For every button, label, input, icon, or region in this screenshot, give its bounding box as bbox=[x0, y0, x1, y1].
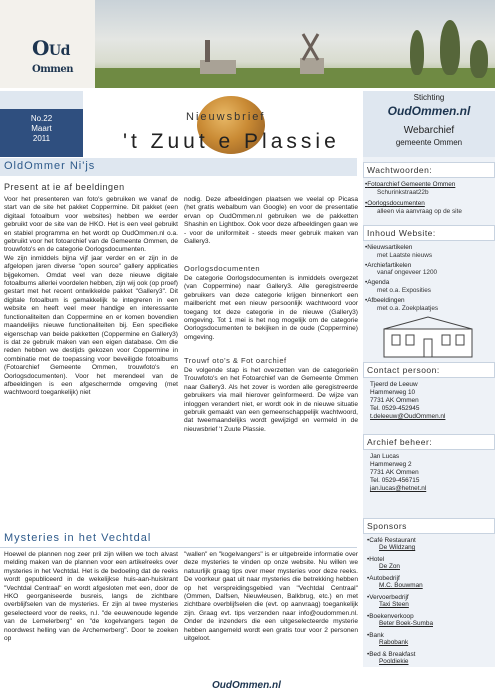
sponsor-link[interactable]: Beter Boek-Sumba bbox=[379, 620, 433, 627]
tree bbox=[470, 40, 488, 78]
content-item-title[interactable]: • Agenda bbox=[365, 279, 438, 287]
content-list bbox=[365, 244, 438, 312]
sponsor-item bbox=[367, 632, 408, 646]
building bbox=[200, 60, 236, 74]
sponsor-type: • Bed & Breakfast bbox=[367, 651, 415, 658]
sponsor-type: • Boekenverkoop bbox=[367, 613, 414, 620]
article1-col2b: De categorie Oorlogsdocumenten is inmiddels overgezet (van Coppermine) naar Gallery3. Alle geregistreerde gebruikers van deze categorie krijgen binnenkort een mailbericht met een nieuw persoonlijk wachtwoord voor toegang tot deze categorie in de nieuwe (Gallery3) omgeving. Tot 1 mei is het nog mogelijk om de categorie Oorlogsdocumenten te bekijken in de oude (Coppermine) omgeving. bbox=[184, 275, 358, 341]
content-item-sub: met o.a. Exposities bbox=[377, 286, 431, 294]
content-item-sub: vanaf ongeveer 1200 bbox=[377, 269, 438, 277]
sponsor-item bbox=[367, 651, 415, 665]
footer-logo[interactable]: OudOmmen.nl bbox=[212, 680, 281, 691]
sponsors-heading: Sponsors bbox=[363, 518, 495, 534]
archief-line: 7731 AK Ommen bbox=[370, 469, 419, 476]
sponsor-item bbox=[367, 537, 416, 551]
issue-number: No.22 bbox=[30, 114, 53, 123]
gemeente-label: gemeente Ommen bbox=[395, 138, 463, 147]
sponsor-item bbox=[367, 594, 409, 608]
issue-box bbox=[0, 109, 83, 157]
password-item-value: alleen via aanvraag op de site bbox=[377, 207, 462, 215]
archief-heading: Archief beheer: bbox=[363, 434, 495, 450]
sponsor-item bbox=[367, 575, 423, 589]
content-item-sub: met Laatste nieuws bbox=[377, 251, 433, 259]
article2-col2: "wallen" en "kogelvangers" is er uitgebreide informatie over deze mysteries te vinden op onze website. Nu willen we natuurlijk graag tips over meer mysteries voor deze reeks. De voorkeur gaat uit naar mysteries die betrekking hebben op het verspreidingsgebied van "Vechtdal Centraal" (Ommen, Dalfsen, Nieuwleusen, Balkbrug, etc.) en met zichtbare overblijfselen die (evt. op aanvraag) toegankelijk zijn. Graag evt. tips verzenden naar info@oudommen.nl. Onder de inzenders die een uitgeselecteerde mysterie hebben aangemeld wordt een gratis tour voor 2 personen uitgeloot. bbox=[184, 551, 358, 643]
archief-block bbox=[370, 453, 426, 493]
sponsor-link[interactable]: Taxi Steen bbox=[379, 601, 409, 608]
contact-line: 7731 AK Ommen bbox=[370, 397, 419, 404]
sponsor-item bbox=[367, 556, 400, 570]
contact-line: Tel. 0529-452945 bbox=[370, 405, 420, 412]
landscape-field bbox=[95, 68, 495, 88]
article2-col1: Hoewel de plannen nog zeer pril zijn willen we toch alvast melding maken van de plannen voor een artikelreeks over mysteries in het Vechtdal. Het is de bedoeling dat de reeks wordt gepubliceerd in de wekelijkse huis-aan-huiskrant "Vechtdal Centraal" en wordt afgesloten met een, door de HKO georganiseerde busreis, langs de zichtbare overblijfselen van de mysteries. Er zijn al twee mysteries geselecteerd voor de reeks, n.l. "de eeuwenoude legende van de Lemelerberg" en "de kogelvangers tegen de noordwest helling van de Archemerberg". Door te zoeken op bbox=[4, 551, 178, 643]
archief-line: Jan Lucas bbox=[370, 453, 400, 460]
wachtwoorden-heading: Wachtwoorden: bbox=[363, 162, 495, 178]
contact-block bbox=[370, 381, 445, 421]
trouwfotos-heading: Trouwf oto's & Fot oarchief bbox=[184, 356, 287, 365]
article1-col2a: nodig. Deze afbeeldingen plaatsen we veelal op Picasa (het gratis webalbum van Google) en voor de presentatie ervan op OudOmmen.nl gebruiken we de pakketten Shashin en Lightbox. Ook voor deze afbeeldingen gaan we - voor de uniformiteit - steeds meer gebruik maken van Gallery3. bbox=[184, 196, 358, 246]
tree bbox=[410, 30, 424, 75]
contact-email-link[interactable]: t.deleeuw@OudOmmen.nl bbox=[370, 413, 446, 420]
article1-heading: OldOmmer Ni'js bbox=[0, 158, 357, 176]
stichting-label: Stichting bbox=[413, 93, 445, 102]
sponsor-type: • Café Restaurant bbox=[367, 537, 416, 544]
article1-col2c: De volgende stap is het overzetten van de categorieën Trouwfoto's en het Fotoarchief van de Gemeente Ommen naar Gallery3. Als het zover is worden alle geregistreerde gebruikers via mail hierover geïnformeerd. De wijze van inloggen verandert niet, er wordt ook in de nieuwe situatie gebruik gemaakt van een gemeenschappelijk wachtwoord, dat tweemaandelijks wordt gewijzigd en vermeld in de nieuwsbrief 't Zuute Plassie. bbox=[184, 367, 358, 433]
sponsor-link[interactable]: Rabobank bbox=[379, 639, 409, 646]
contact-line: Hammerweg 10 bbox=[370, 389, 416, 396]
sponsor-link[interactable]: Pooldiekie bbox=[379, 658, 409, 665]
inhoud-heading: Inhoud Website: bbox=[363, 225, 495, 241]
password-item-title[interactable]: • Oorlogsdocumenten bbox=[365, 200, 462, 208]
article1-col1: Voor het presenteren van foto's gebruiken we vanaf de start van de site het pakket Coppermine. Dit pakket (een digitaal fotoalbum voor websites) hebben we eerder gebruikt voor de site van de HKO. Het is een veel gebruikt en stabiel programma en het wordt op OudOmmen.nl o.a. gebruikt voor het fotoarchief van de Gemeente Ommen, de trouwfoto's en de categorie Oorlogsdocumenten. We zijn inmiddels bijna vijf jaar verder en er zijn in de afgelopen jaren diverse "open source" gallery applicaties bijgekomen. Omdat veel van deze nieuwe digitale fotoalbums allerlei voordelen hebben, zijn wij ook (op proef) gestart met het recent ontwikkelde pakket "Gallery3". Dit digitale fotoalbum is gemakkelijk te integreren in een website en heeft veel meer handige en interessante functionaliteiten dan Coppermine en er komen bovendien maandelijks nieuwe functionaliteiten bij. Een specifieke eigenschap van beide pakketten (Coppermine en Gallery3) is dat ze gebruik maken van een eigen database. Om die reden hebben we destijds gekozen voor Coppermine in combinatie met de toepassing voor beveiligde fotoalbums (Fotoarchief Gemeente Ommen, trouwfoto's en Oorlogsdocumenten). Voor het merendeel van de afbeeldingen is een afgeschermde omgeving (met wachtwoord toegankelijk) niet bbox=[4, 196, 178, 397]
masthead-subtitle: Nieuwsbrief bbox=[186, 111, 266, 123]
sponsor-item bbox=[367, 613, 433, 627]
issue-month: Maart bbox=[31, 124, 52, 133]
header-banner bbox=[0, 0, 495, 88]
contact-heading: Contact persoon: bbox=[363, 362, 495, 378]
archief-email-link[interactable]: jan.lucas@hetnet.nl bbox=[370, 485, 427, 492]
oudommen-logo[interactable]: OUd Ommen bbox=[32, 36, 74, 75]
archief-line: Tel. 0529-456715 bbox=[370, 477, 420, 484]
password-item-title[interactable]: • Fotoarchief Gemeente Ommen bbox=[365, 181, 455, 189]
sponsor-type: • Bank bbox=[367, 632, 384, 639]
oorlogsdocumenten-heading: Oorlogsdocumenten bbox=[184, 264, 261, 273]
building-illustration bbox=[382, 315, 474, 359]
sponsor-type: • Autobedrijf bbox=[367, 575, 400, 582]
password-item bbox=[365, 200, 462, 215]
webarchief-label: Webarchief bbox=[403, 125, 455, 136]
archief-line: Hammerweg 2 bbox=[370, 461, 412, 468]
content-item-sub: met o.a. Zoekplaatjes bbox=[377, 304, 439, 312]
sponsor-link[interactable]: M.C. Bouwman bbox=[379, 582, 423, 589]
masthead-title: 't Zuut e Plassie bbox=[123, 130, 340, 153]
article2-heading: Mysteries in het Vechtdal bbox=[0, 530, 357, 548]
contact-line: Tjeerd de Leeuw bbox=[370, 381, 418, 388]
sponsor-type: • Vervoerbedrijf bbox=[367, 594, 409, 601]
sponsor-link[interactable]: De Zon bbox=[379, 563, 400, 570]
sponsor-type: • Hotel bbox=[367, 556, 384, 563]
content-item-title[interactable]: • Archiefartikelen bbox=[365, 262, 438, 270]
password-item-value: Schurinkstraat22b bbox=[377, 188, 429, 196]
oudommen-wordmark[interactable]: OudOmmen.nl bbox=[387, 104, 471, 118]
sponsor-link[interactable]: De Wildzang bbox=[379, 544, 416, 551]
church-tower bbox=[205, 40, 210, 62]
issue-year: 2011 bbox=[32, 134, 51, 143]
content-item-title[interactable]: • Nieuwsartikelen bbox=[365, 244, 438, 252]
tree bbox=[440, 20, 460, 75]
logo-area bbox=[0, 0, 95, 88]
article1-subheading: Present at ie af beeldingen bbox=[4, 182, 125, 192]
content-item-title[interactable]: • Afbeeldingen bbox=[365, 297, 438, 305]
password-item bbox=[365, 181, 455, 196]
